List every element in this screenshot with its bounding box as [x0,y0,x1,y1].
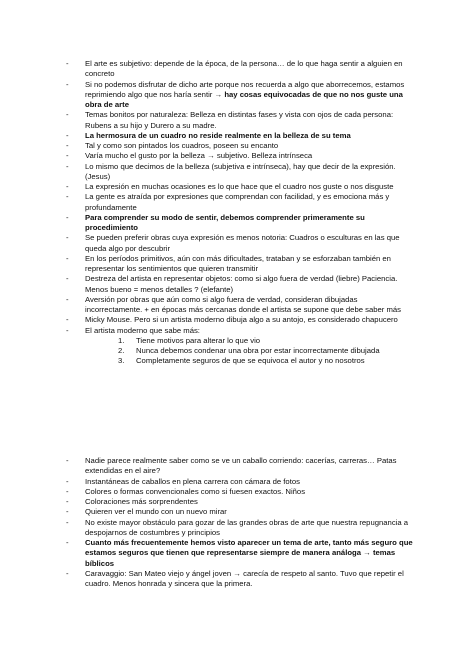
item-number: 1. [118,335,125,345]
bullet-text-bold: hay cosas equivocadas de que no nos guste una obra de arte [85,89,403,109]
bullet-text: Aversión por obras que aún como si algo fuera de verdad, consideran dibujadas incorrectamente. + en épocas más cercanas donde el artista se supone que debe saber más [85,294,402,314]
bullet-item [66,151,416,161]
bullet-text: Coloraciones más sorprendentes [85,497,198,506]
bullet-text: Varía mucho el gusto por la belleza → subjetivo. Belleza intrínseca [85,151,313,161]
bullet-item [66,131,416,141]
item-text: Nunca debemos condenar una obra por estar incorrectamente dibujada [136,346,380,355]
bullet-text: Destreza del artista en representar objetos: como si algo fuera de verdad (liebre) Paciencia. Menos bueno = menos detalles ? (elefante) [85,274,398,294]
bullet-text-bold: La hermosura de un cuadro no reside realmente en la belleza de su tema [85,130,351,140]
bullet-text: Colores o formas convencionales como si fuesen exactos. Niños [85,486,306,496]
bullet-text: No existe mayor obstáculo para gozar de las grandes obras de arte que nuestra repugnancia a despojarnos de costumbres y principios [85,517,409,537]
bullet-text: Temas bonitos por naturaleza: Belleza en distintas fases y vista con ojos de cada persona: Rubens a su hijo y Durero a su madre. [85,110,394,130]
numbered-sublist [85,336,416,367]
bullet-item [66,254,416,275]
bullet-text: Tal y como son pintados los cuadros, poseen su encanto [85,141,279,150]
bullet-item [66,162,416,183]
bullet-text: Nadie parece realmente saber como se ve un caballo corriendo: cacerías, carreras… Patas extendidas en el aire? [85,456,397,476]
bullet-text: En los períodos primitivos, aún con más dificultades, trataban y se esforzaban también en representar los sentimientos que quieren transmitir [85,253,391,273]
bullet-item [66,487,416,497]
bullet-text: Micky Mouse. Pero si un artista moderno dibuja algo a su antojo, es considerado chapucero [85,315,398,325]
bullet-text: Si no podemos disfrutar de dicho arte porque nos recuerda a algo que aborrecemos, estamos reprimiendo algo que nos haría sentir → [85,79,405,99]
item-number: 2. [118,346,125,355]
bullet-text-bold: Cuanto más frecuentemente hemos visto aparecer un tema de arte, tanto más seguro que estamos seguros que tienen que representarse siempre de manera análoga → temas bíblicos [85,538,413,568]
bullet-text: La gente es atraída por expresiones que comprendan con facilidad, y es emociona más y profundamente [85,192,390,212]
bullet-text-bold: Para comprender su modo de sentir, debemos comprender primeramente su procedimiento [85,212,365,232]
notes-list-2 [66,456,416,589]
bullet-text: La expresión en muchas ocasiones es lo que hace que el cuadro nos guste o nos disguste [85,182,394,191]
numbered-item [85,356,416,366]
bullet-item [66,59,416,80]
bullet-item [66,233,416,254]
bullet-text: Se pueden preferir obras cuya expresión es menos notoria: Cuadros o esculturas en las que queda algo por descubrir [85,233,400,253]
numbered-item [85,346,416,356]
bullet-item [66,518,416,539]
bullet-item [66,507,416,517]
bullet-item [66,274,416,295]
bullet-item [66,213,416,234]
bullet-item [66,80,416,111]
bullet-item [66,569,416,590]
bullet-text: Lo mismo que decimos de la belleza (subjetiva e intrínseca), hay que decir de la expresión. (Jesus) [85,161,396,181]
bullet-item [66,192,416,213]
bullet-item [66,110,416,131]
item-text: Completamente seguros de que se equivoca el autor y no nosotros [136,356,365,366]
bullet-item [66,497,416,507]
bullet-item [66,477,416,487]
bullet-item [66,456,416,477]
item-number: 3. [118,356,125,366]
bullet-text: Instantáneas de caballos en plena carrera con cámara de fotos [85,476,300,486]
bullet-item [66,141,416,151]
bullet-item [66,295,416,316]
bullet-item [66,326,416,367]
bullet-text: Quieren ver el mundo con un nuevo mirar [85,507,227,517]
bullet-item [66,315,416,325]
bullet-text: Caravaggio: San Mateo viejo y ángel joven → carecía de respeto al santo. Tuvo que repetir el cuadro. Menos honrada y sincera que la primera. [85,568,404,588]
bullet-text: El arte es subjetivo: depende de la época, de la persona… de lo que haga sentir a alguien en concreto [85,59,403,79]
notes-list-1 [66,59,416,367]
bullet-item [66,538,416,569]
item-text: Tiene motivos para alterar lo que vio [136,335,261,345]
bullet-text: El artista moderno que sabe más: [85,325,200,335]
numbered-item [85,336,416,346]
bullet-item [66,182,416,192]
